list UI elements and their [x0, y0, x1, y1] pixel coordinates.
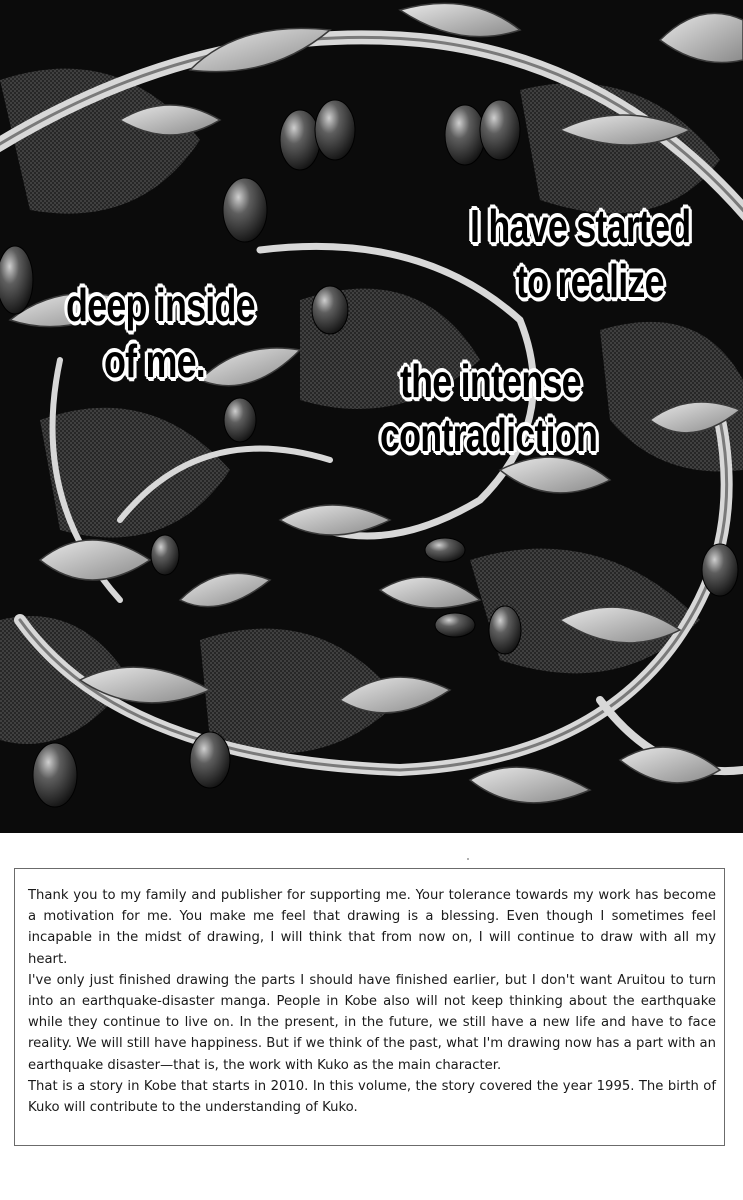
caption-line: deep inside — [66, 279, 255, 331]
speech-caption-started-line2 — [516, 255, 664, 307]
caption-line: I have started — [470, 200, 691, 252]
speech-caption-deep-inside — [66, 279, 255, 331]
author-note-text — [28, 885, 716, 1118]
caption-line: of me. — [104, 335, 205, 387]
note-paragraph: That is a story in Kobe that starts in 2010. In this volume, the story covered the year 1995. The birth of Kuko will contribute to the understanding of Kuko. — [28, 1078, 716, 1116]
scan-speck — [467, 858, 469, 860]
speech-caption-started — [470, 200, 691, 252]
speech-caption-deep-inside-line2 — [104, 335, 205, 387]
caption-line: to realize — [516, 255, 664, 307]
note-paragraph: Thank you to my family and publisher for supporting me. Your tolerance towards my work has become a motivation for me. You make me feel that drawing is a blessing. Even though I sometimes feel incapable in the midst of drawing, I will think that from now on, I will continue to draw with all my heart. — [28, 888, 716, 967]
note-paragraph: I've only just finished drawing the parts I should have finished earlier, but I don't want Aruitou to turn into an earthquake-disaster manga. People in Kobe also will not keep thinking about the earthquake while they continue to live on. In the present, in the future, we still have a new life and have to face reality. We will still have happiness. But if we think of the past, what I'm drawing now has a part with an earthquake disaster—that is, the work with Kuko as the main character. — [28, 972, 716, 1073]
author-note-box — [14, 868, 725, 1146]
caption-line: contradiction — [380, 409, 598, 461]
caption-line: the intense — [400, 355, 581, 407]
speech-caption-contradiction — [400, 355, 581, 407]
speech-caption-contradiction-line2 — [380, 409, 598, 461]
